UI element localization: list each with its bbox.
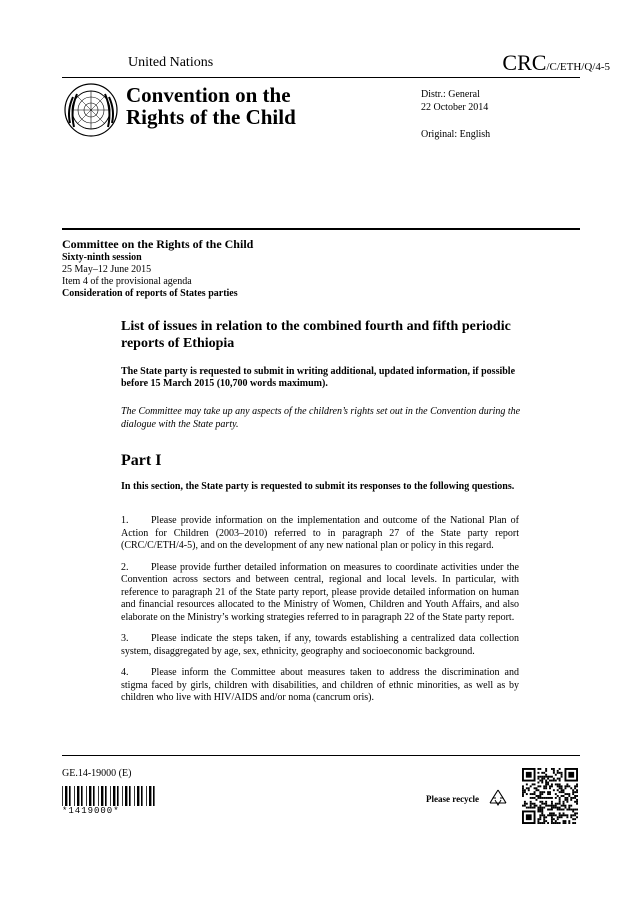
job-number: GE.14-19000 (E) [62, 768, 132, 779]
organization-name: United Nations [128, 55, 214, 70]
submission-request: The State party is requested to submit in writing additional, updated information, if possible before 15 March 2015 (10,700 words maximum). [121, 366, 516, 389]
committee-note: The Committee may take up any aspects of the children’s rights set out in the Convention during the dialogue with the State party. [121, 406, 521, 430]
barcode-icon [62, 786, 158, 806]
part-heading: Part I [121, 452, 162, 469]
paragraph-number: 3. [121, 633, 129, 644]
paragraph-number: 2. [121, 561, 129, 573]
symbol-main: CRC [502, 50, 547, 75]
header-divider [62, 77, 580, 78]
committee-name: Committee on the Rights of the Child [62, 237, 254, 251]
document-heading: List of issues in relation to the combined fourth and fifth periodic reports of Ethiopia [121, 319, 511, 351]
title-line-2: Rights of the Child [126, 105, 296, 129]
recycle-icon [487, 788, 509, 808]
paragraph [121, 667, 519, 705]
paragraph-text: Please provide further detailed information on measures to coordinate activities under the Convention across sectors and between central, regional and local levels. In particular, with reference to paragraph 21 of the State party report, please provide detailed information on human and financial resources allocated to the Ministry of Women, Children and Youth Affairs, and also elaborate on the Ministry’s working strategies referred to in paragraph 22 of the State party report. [121, 561, 519, 623]
paragraph-text: Please provide information on the implementation and outcome of the National Plan of Action for Children (2003–2010) referred to in paragraph 27 of the State party report (CRC/C/ETH/4-5), and on the development of any new national plan or policy in this regard. [121, 515, 519, 551]
session-dates: 25 May–12 June 2015 [62, 264, 152, 275]
original-language: Original: English [421, 129, 491, 140]
section-intro: In this section, the State party is requested to submit its responses to the following questions. [121, 481, 515, 492]
barcode-number: *1419000* [62, 806, 120, 816]
paragraph-text: Please indicate the steps taken, if any, towards establishing a centralized data collection system, disaggregated by age, sex, ethnicity, geography and socioeconomic background. [121, 633, 519, 657]
title-divider [62, 228, 580, 230]
title-line-1: Convention on the [126, 83, 291, 107]
agenda-item: Item 4 of the provisional agenda [62, 276, 192, 287]
document-title [126, 84, 296, 128]
distribution: Distr.: General [421, 89, 480, 100]
committee-block [62, 237, 253, 300]
paragraph [121, 633, 519, 658]
paragraph-number: 4. [121, 667, 129, 678]
consideration: Consideration of reports of States parties [62, 288, 238, 299]
document-symbol [502, 50, 610, 76]
footer-divider [62, 755, 580, 756]
symbol-suffix: /C/ETH/Q/4-5 [546, 61, 610, 73]
distribution-info [421, 88, 488, 114]
paragraph-text: Please inform the Committee about measures taken to address the discrimination and stigma faced by girls, children with disabilities, and children of ethnic minorities, as well as by children who live with HIV/AIDS and/or noma (cancrum oris). [121, 667, 519, 703]
paragraph [121, 515, 519, 553]
issue-date: 22 October 2014 [421, 102, 489, 113]
session: Sixty-ninth session [62, 252, 142, 263]
paragraph [121, 562, 519, 625]
paragraph-list [121, 515, 519, 714]
recycle-label: Please recycle [426, 794, 480, 804]
paragraph-number: 1. [121, 515, 129, 526]
un-emblem-icon [64, 83, 118, 137]
qr-code-icon [522, 768, 578, 824]
